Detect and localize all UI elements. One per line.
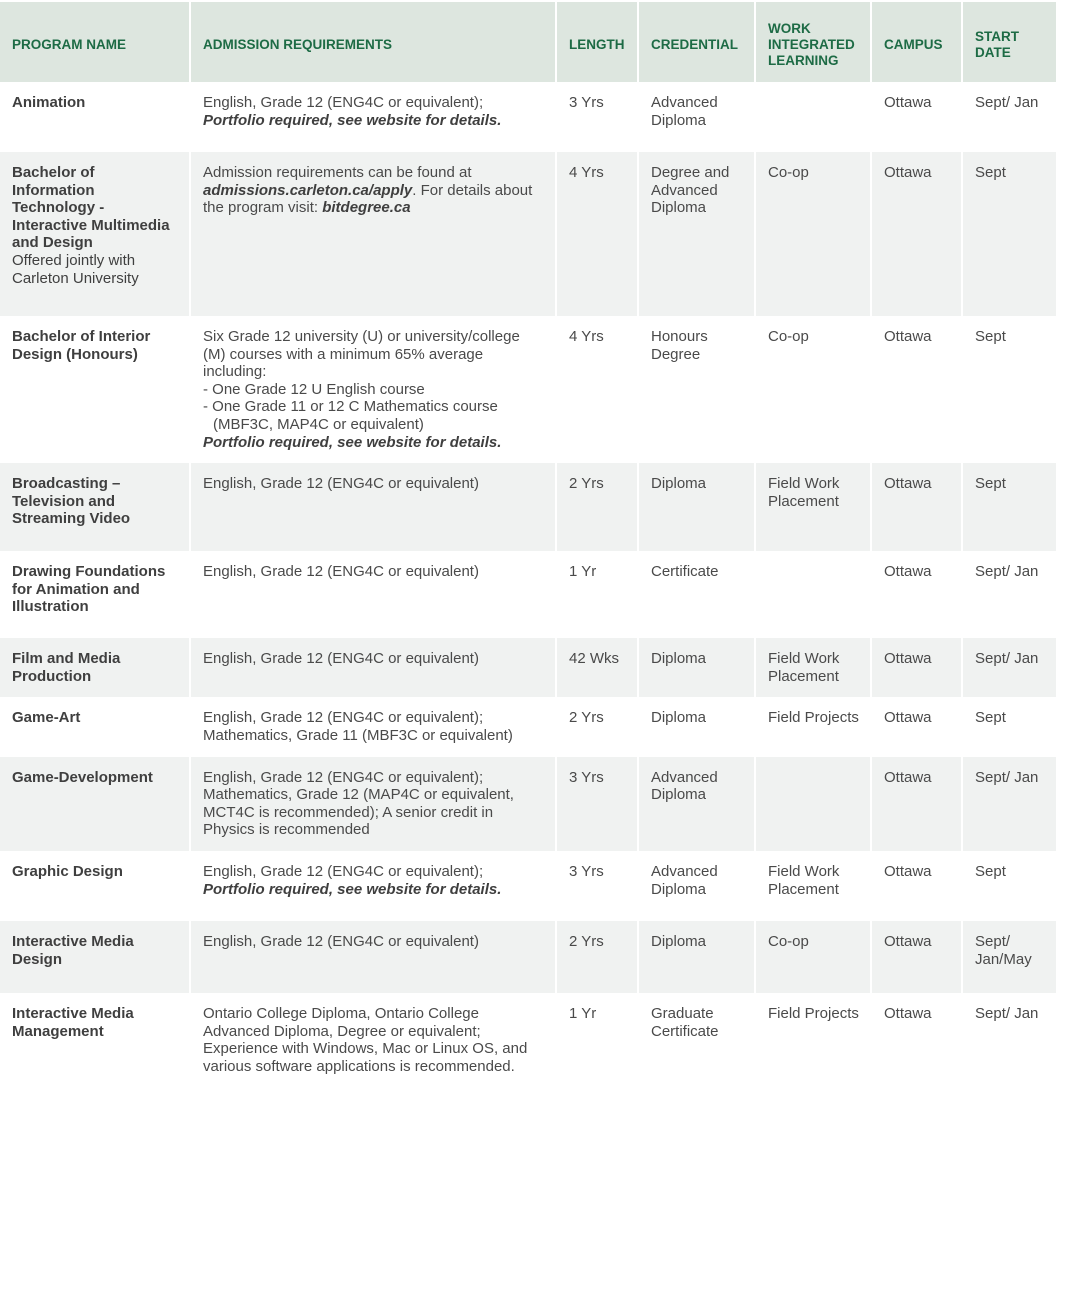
- campus-cell: Ottawa: [871, 152, 962, 316]
- header-admission-requirements: ADMISSION REQUIREMENTS: [190, 2, 556, 82]
- table-row: [0, 921, 1056, 993]
- requirement-line: English, Grade 12 (ENG4C or equivalent): [203, 563, 479, 581]
- requirement-line: English, Grade 12 (ENG4C or equivalent); Mathematics, Grade 12 (MAP4C or equivalent, MCT4C is recommended); A senior credit in Physics is recommended: [203, 768, 514, 839]
- program-name-note: Offered jointly with Carleton University: [12, 251, 139, 287]
- portfolio-note: Portfolio required, see website for details.: [203, 111, 502, 129]
- campus-cell: Ottawa: [871, 757, 962, 851]
- work-integrated-learning-cell: Field Work Placement: [755, 463, 871, 551]
- requirement-line: (MBF3C, MAP4C or equivalent): [213, 415, 424, 433]
- credential-cell: Diploma: [638, 697, 755, 756]
- table-row: [0, 152, 1056, 316]
- table-row: [0, 993, 1056, 1093]
- requirement-text: . For details about the program visit:: [203, 181, 533, 217]
- campus-cell: Ottawa: [871, 851, 962, 921]
- table-row: [0, 463, 1056, 551]
- table-row: [0, 82, 1056, 152]
- length-cell: 2 Yrs: [556, 463, 638, 551]
- program-name-cell: [0, 316, 190, 463]
- requirement-line: English, Grade 12 (ENG4C or equivalent);: [203, 709, 484, 727]
- start-date-cell: Sept/ Jan/May: [962, 921, 1056, 993]
- work-integrated-learning-cell: [755, 551, 871, 638]
- campus-cell: Ottawa: [871, 921, 962, 993]
- work-integrated-learning-cell: Field Work Placement: [755, 638, 871, 697]
- program-name: Bachelor of Interior Design (Honours): [12, 328, 151, 363]
- length-cell: 3 Yrs: [556, 851, 638, 921]
- start-date-cell: Sept/ Jan: [975, 1004, 1039, 1022]
- work-integrated-learning-cell: Field Projects: [755, 993, 871, 1093]
- table-row: [0, 638, 1056, 697]
- program-name: Game-Development: [12, 768, 153, 786]
- admission-requirements-cell: [190, 463, 556, 551]
- credential-cell: Diploma: [638, 921, 755, 993]
- start-date-cell: Sept/ Jan: [975, 563, 1039, 581]
- program-name-cell: [0, 463, 190, 551]
- work-integrated-learning-cell: [755, 82, 871, 152]
- header-start-date: START DATE: [962, 2, 1056, 82]
- credential-cell: Advanced Diploma: [638, 82, 755, 152]
- program-name-cell: [0, 697, 190, 756]
- requirement-line: Mathematics, Grade 11 (MBF3C or equivalent): [203, 726, 513, 744]
- length-cell: 1 Yr: [556, 993, 638, 1093]
- start-date-cell: Sept/ Jan: [975, 94, 1039, 111]
- program-name-cell: [0, 152, 190, 316]
- work-integrated-learning-cell: Field Projects: [755, 697, 871, 756]
- program-name-cell: [0, 82, 190, 152]
- program-name-cell: [0, 993, 190, 1093]
- length-cell: 3 Yrs: [556, 82, 638, 152]
- admission-requirements-cell: [190, 921, 556, 993]
- header-campus: CAMPUS: [871, 2, 962, 82]
- requirement-link-text: bitdegree.ca: [322, 199, 411, 217]
- program-name: Interactive Media Management: [12, 1004, 134, 1040]
- start-date-cell: Sept/ Jan: [962, 638, 1056, 697]
- work-integrated-learning-cell: [755, 757, 871, 851]
- campus-cell: Ottawa: [871, 551, 962, 638]
- campus-cell: Ottawa: [871, 82, 962, 152]
- table-row: [0, 551, 1056, 638]
- start-date-cell: Sept: [962, 152, 1056, 316]
- admission-requirements-cell: [190, 697, 556, 756]
- admission-requirements-cell: [190, 851, 556, 921]
- admission-requirements-cell: [190, 551, 556, 638]
- program-name: Broadcasting – Television and Streaming Video: [12, 475, 131, 528]
- credential-cell: Advanced Diploma: [638, 757, 755, 851]
- program-name: Animation: [12, 94, 86, 111]
- length-cell: 2 Yrs: [556, 921, 638, 993]
- header-row: [0, 2, 1056, 82]
- credential-cell: Advanced Diploma: [638, 851, 755, 921]
- header-length: LENGTH: [556, 2, 638, 82]
- credential-cell: Graduate Certificate: [638, 993, 755, 1093]
- portfolio-note: Portfolio required, see website for details.: [203, 880, 502, 898]
- requirement-line: English, Grade 12 (ENG4C or equivalent);: [203, 94, 484, 111]
- admission-requirements-cell: [190, 993, 556, 1093]
- program-name-cell: [0, 551, 190, 638]
- admission-requirements-cell: [190, 82, 556, 152]
- program-name: Drawing Foundations for Animation and Illustration: [12, 563, 166, 616]
- requirement-line: - One Grade 11 or 12 C Mathematics course: [203, 398, 498, 416]
- admission-requirements-cell: [190, 638, 556, 697]
- table-row: [0, 316, 1056, 463]
- work-integrated-learning-cell: Co-op: [755, 316, 871, 463]
- program-name-cell: [0, 921, 190, 993]
- start-date-cell: Sept: [975, 709, 1006, 727]
- requirement-line: Six Grade 12 university (U) or university/college (M) courses with a minimum 65% average including:: [203, 328, 520, 381]
- header-credential: CREDENTIAL: [638, 2, 755, 82]
- campus-cell: Ottawa: [871, 638, 962, 697]
- program-name-cell: [0, 851, 190, 921]
- length-cell: 42 Wks: [556, 638, 638, 697]
- program-name: Graphic Design: [12, 862, 123, 880]
- work-integrated-learning-cell: Co-op: [755, 921, 871, 993]
- campus-cell: Ottawa: [871, 316, 962, 463]
- campus-cell: Ottawa: [871, 463, 962, 551]
- credential-cell: Degree and Advanced Diploma: [638, 152, 755, 316]
- program-name: Interactive Media Design: [12, 932, 134, 968]
- admission-requirements-cell: [190, 316, 556, 463]
- start-date-cell: Sept: [975, 328, 1006, 345]
- requirement-line: English, Grade 12 (ENG4C or equivalent): [203, 650, 479, 668]
- length-cell: 1 Yr: [556, 551, 638, 638]
- start-date-cell: Sept: [975, 862, 1006, 880]
- table-row: [0, 757, 1056, 851]
- requirement-line: English, Grade 12 (ENG4C or equivalent): [203, 475, 479, 493]
- requirement-link-text: admissions.carleton.ca/apply: [203, 181, 413, 199]
- program-name: Film and Media Production: [12, 650, 121, 685]
- header-program-name: PROGRAM NAME: [0, 2, 190, 82]
- length-cell: 4 Yrs: [556, 152, 638, 316]
- length-cell: 3 Yrs: [556, 757, 638, 851]
- requirement-line: English, Grade 12 (ENG4C or equivalent): [203, 932, 479, 950]
- credential-cell: Certificate: [638, 551, 755, 638]
- admission-requirements-cell: [190, 757, 556, 851]
- length-cell: 4 Yrs: [556, 316, 638, 463]
- start-date-cell: Sept/ Jan: [962, 757, 1056, 851]
- campus-cell: Ottawa: [871, 993, 962, 1093]
- credential-cell: Diploma: [638, 638, 755, 697]
- table-row: [0, 851, 1056, 921]
- program-name-cell: [0, 757, 190, 851]
- program-name: Game-Art: [12, 709, 81, 727]
- credential-cell: Diploma: [638, 463, 755, 551]
- requirement-line: Ontario College Diploma, Ontario College Advanced Diploma, Degree or equivalent; Experience with Windows, Mac or Linux OS, and various software applications is recommended.: [203, 1004, 528, 1075]
- length-cell: 2 Yrs: [556, 697, 638, 756]
- table-row: [0, 697, 1056, 756]
- work-integrated-learning-cell: Co-op: [755, 152, 871, 316]
- admission-requirements-cell: [190, 152, 556, 316]
- program-name-cell: [0, 638, 190, 697]
- campus-cell: Ottawa: [871, 697, 962, 756]
- requirement-line: - One Grade 12 U English course: [203, 380, 425, 398]
- credential-cell: Honours Degree: [638, 316, 755, 463]
- program-name: Bachelor of Information Technology - Interactive Multimedia and Design: [12, 164, 170, 252]
- work-integrated-learning-cell: Field Work Placement: [755, 851, 871, 921]
- portfolio-note: Portfolio required, see website for details.: [203, 433, 502, 451]
- requirement-text: Admission requirements can be found at: [203, 164, 472, 181]
- requirement-line: English, Grade 12 (ENG4C or equivalent);: [203, 862, 484, 880]
- start-date-cell: Sept: [962, 463, 1056, 551]
- program-table: [0, 2, 1056, 1093]
- header-work-integrated-learning: WORK INTEGRATED LEARNING: [755, 2, 871, 82]
